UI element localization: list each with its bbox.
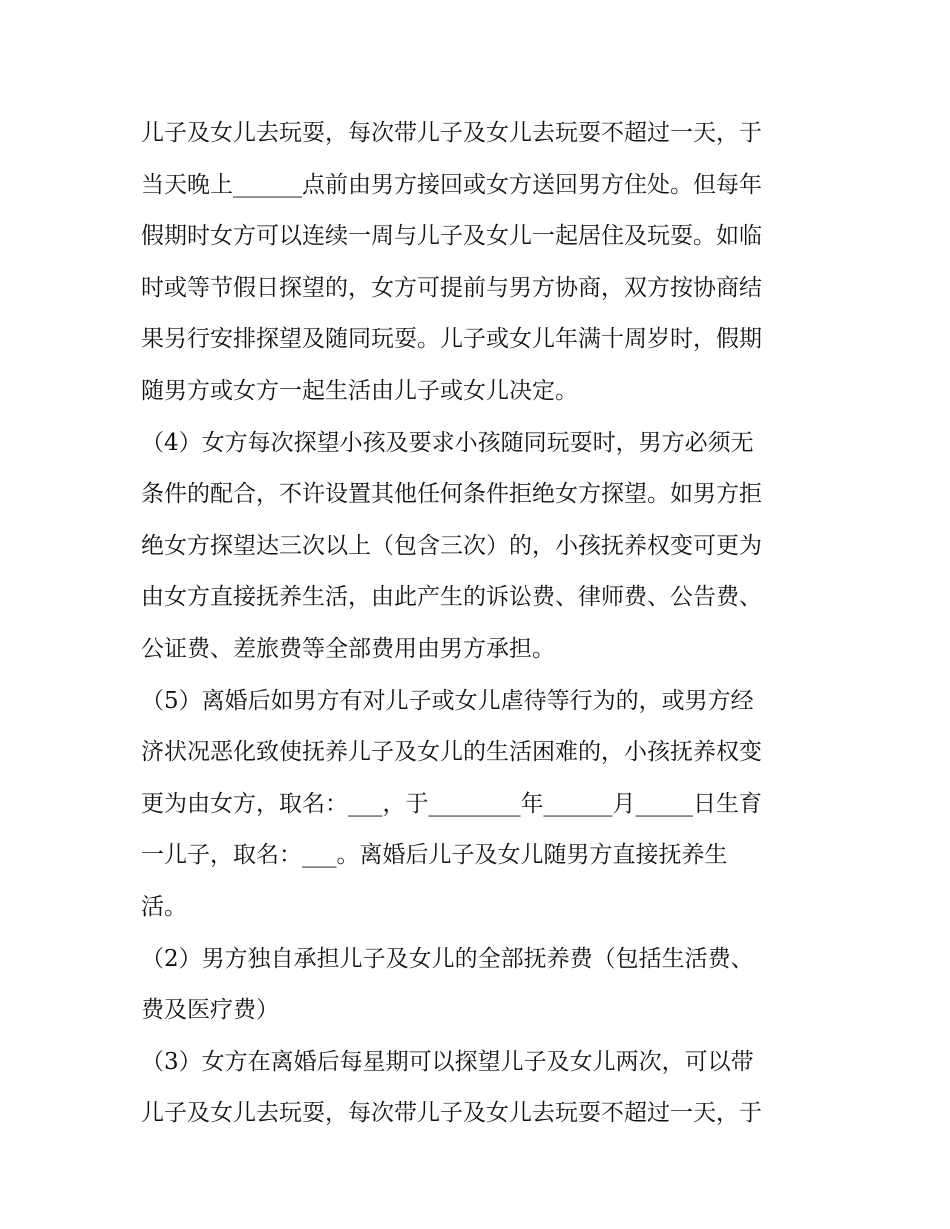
clause-4-line: （4）女方每次探望小孩及要求小孩随同玩耍时，男方必须无 bbox=[141, 429, 754, 456]
agreement-body bbox=[141, 108, 821, 1140]
text-line: 更为由女方，取名：___，于________年______月_____日生育 bbox=[141, 790, 762, 817]
text-line: 随男方或女方一起生活由儿子或女儿决定。 bbox=[141, 377, 578, 404]
text-line: 费及医疗费） bbox=[141, 997, 279, 1024]
clause-3-line: （3）女方在离婚后每星期可以探望儿子及女儿两次，可以带 bbox=[141, 1048, 754, 1075]
text-line: 假期时女方可以连续一周与儿子及女儿一起居住及玩耍。如临 bbox=[141, 223, 762, 250]
text-line: 济状况恶化致使抚养儿子及女儿的生活困难的，小孩抚养权变 bbox=[141, 739, 762, 766]
text-line: 一儿子，取名：___。离婚后儿子及女儿随男方直接抚养生 bbox=[141, 842, 728, 869]
text-line: 儿子及女儿去玩耍，每次带儿子及女儿去玩耍不超过一天，于 bbox=[141, 1100, 762, 1127]
text-line: 果另行安排探望及随同玩耍。儿子或女儿年满十周岁时，假期 bbox=[141, 326, 762, 353]
text-line: 时或等节假日探望的，女方可提前与男方协商，双方按协商结 bbox=[141, 274, 762, 301]
text-line: 儿子及女儿去玩耍，每次带儿子及女儿去玩耍不超过一天，于 bbox=[141, 120, 762, 146]
text-line: 公证费、差旅费等全部费用由男方承担。 bbox=[141, 635, 555, 662]
clause-5-line: （5）离婚后如男方有对儿子或女儿虐待等行为的，或男方经 bbox=[141, 687, 754, 714]
text-line: 条件的配合，不许设置其他任何条件拒绝女方探望。如男方拒 bbox=[141, 481, 762, 508]
text-line: 由女方直接抚养生活，由此产生的诉讼费、律师费、公告费、 bbox=[141, 584, 762, 611]
text-line: 当天晚上______点前由男方接回或女方送回男方住处。但每年 bbox=[141, 171, 762, 198]
clause-2-line: （2）男方独自承担儿子及女儿的全部抚养费（包括生活费、 bbox=[141, 945, 754, 972]
text-line: 绝女方探望达三次以上（包含三次）的，小孩抚养权变可更为 bbox=[141, 532, 762, 559]
text-line: 活。 bbox=[141, 893, 187, 920]
